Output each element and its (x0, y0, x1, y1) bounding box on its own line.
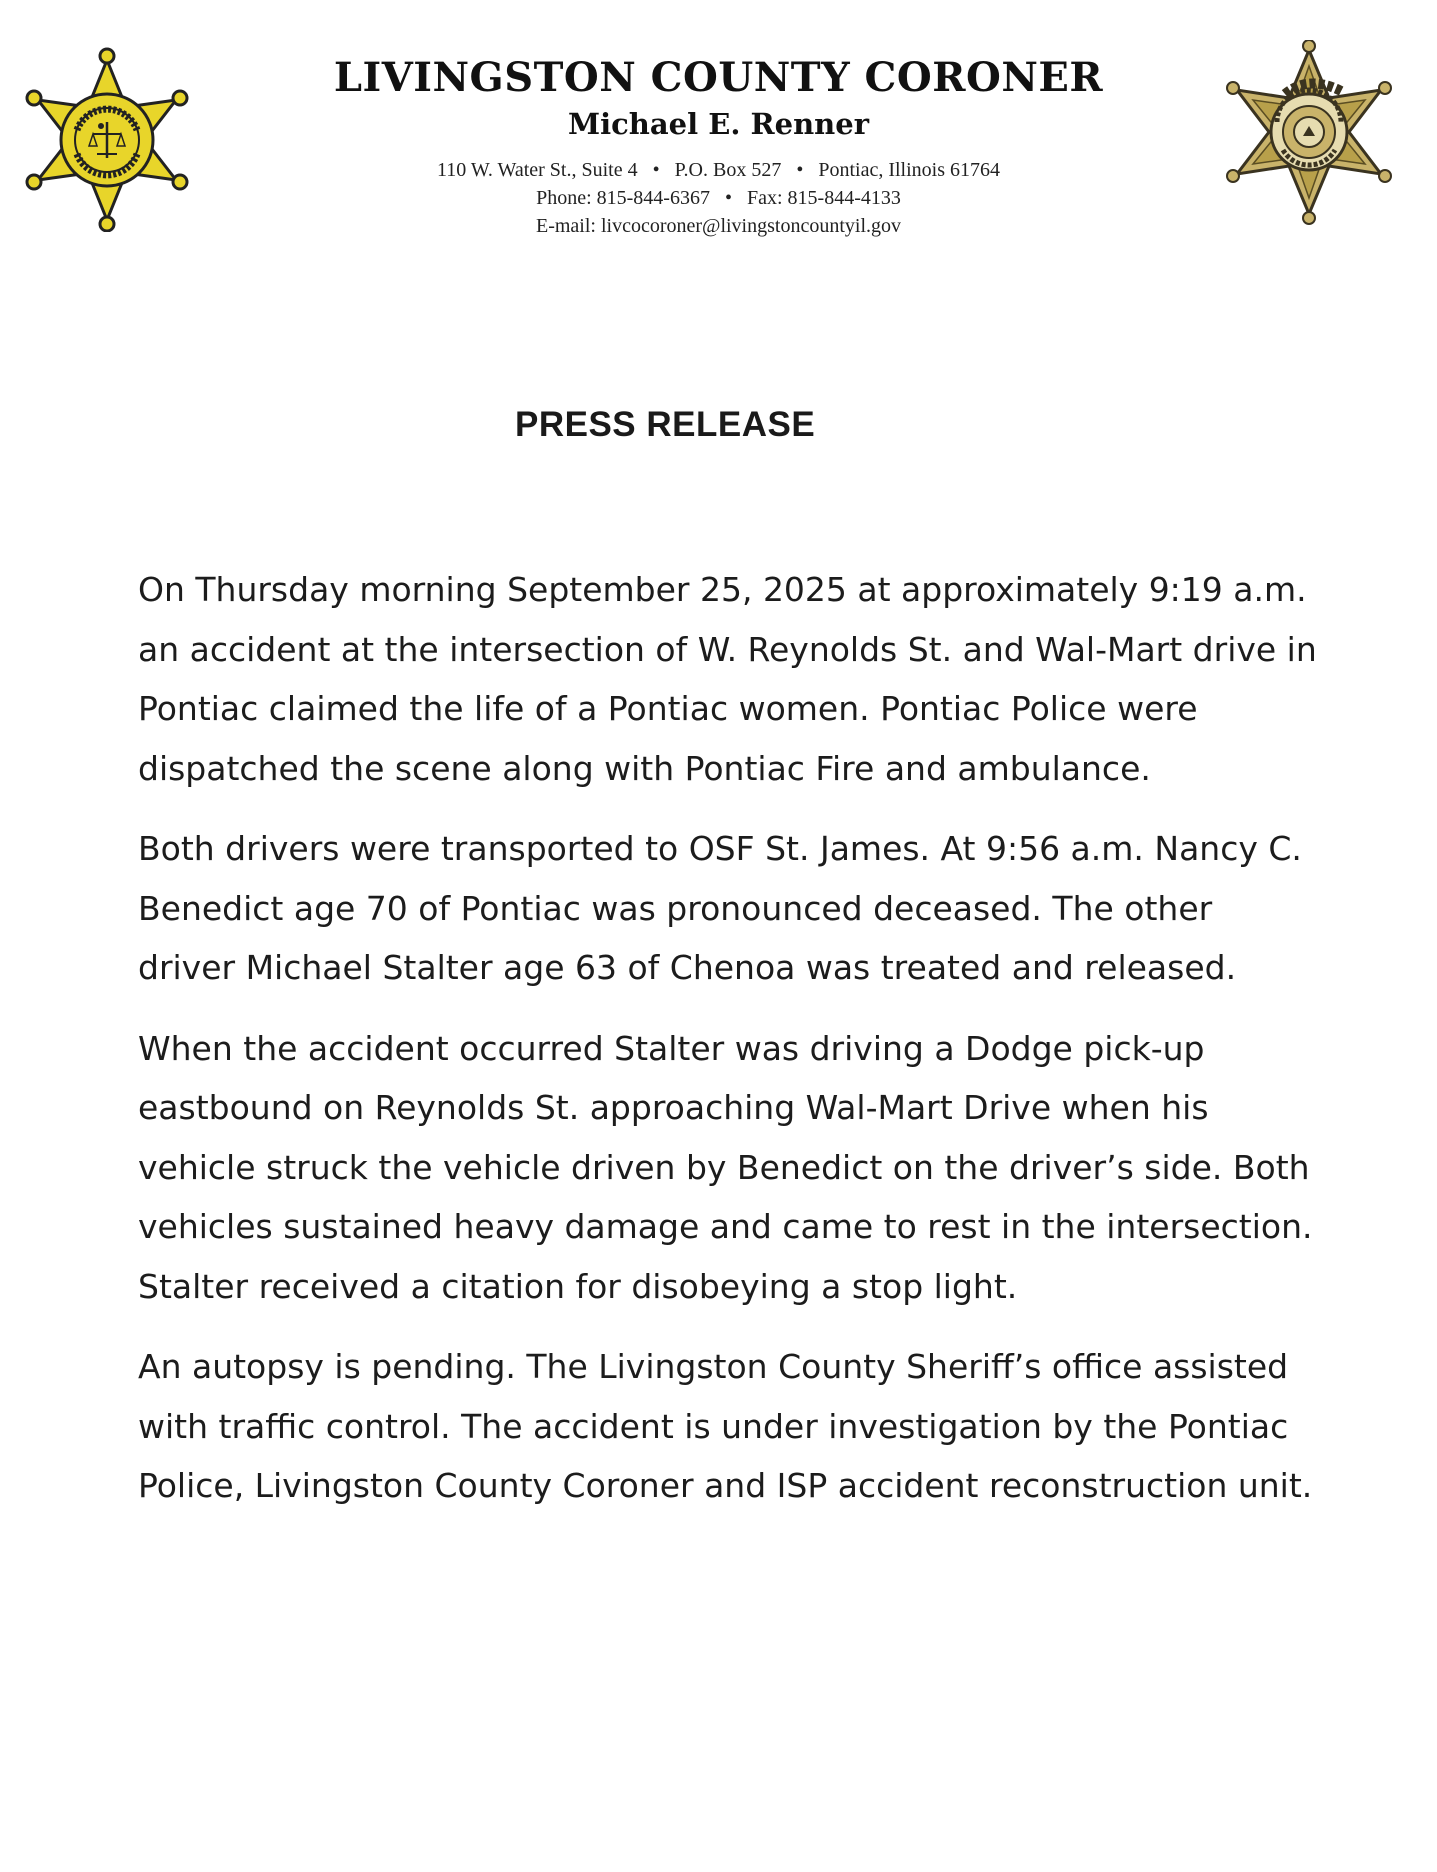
phone-number: Phone: 815-844-6367 (536, 187, 710, 209)
paragraph-accident-details: When the accident occurred Stalter was driving a Dodge pick-up eastbound on Reynolds St. approaching Wal-Mart Drive when his vehicle struck the vehicle driven by Benedict on the driver’s side. Both vehicles sustained heavy damage and came to rest in the intersection. Stalter received a citation for disobeying a stop light. (138, 1028, 1313, 1306)
email-line (260, 212, 1177, 240)
illinois-coroners-seal-icon (20, 42, 195, 232)
office-title: LIVINGSTON COUNTY CORONER (333, 54, 1104, 101)
email-address: E-mail: livcocoroner@livingstoncountyil.gov (535, 215, 902, 237)
address-po-box: P.O. Box 527 (674, 159, 782, 181)
letterhead-text (260, 52, 1177, 240)
address-line (260, 156, 1177, 184)
press-release-body (138, 560, 1318, 1537)
paragraph-accident-summary: On Thursday morning September 25, 2025 at approximately 9:19 a.m. an accident at the intersection of W. Reynolds St. and Wal-Mart drive in Pontiac claimed the life of a Pontiac women. Pontiac Police were dispatched the scene along with Pontiac Fire and ambulance. (138, 570, 1317, 788)
bullet-separator: • (724, 187, 732, 209)
address-street: 110 W. Water St., Suite 4 (436, 159, 638, 181)
press-release-heading: PRESS RELEASE (515, 405, 816, 444)
phone-fax-line (260, 184, 1177, 212)
letterhead (0, 0, 1437, 260)
officer-name: Michael E. Renner (568, 107, 869, 141)
address-city: Pontiac, Illinois 61764 (818, 159, 1001, 181)
livingston-county-coroner-badge-icon (1222, 40, 1397, 225)
paragraph-drivers-status: Both drivers were transported to OSF St. James. At 9:56 a.m. Nancy C. Benedict age 70 of Pontiac was pronounced deceased. The other driver Michael Stalter age 63 of Chenoa was treated and released. (138, 829, 1302, 987)
bullet-separator: • (652, 159, 660, 181)
bullet-separator: • (796, 159, 804, 181)
fax-number: Fax: 815-844-4133 (747, 187, 901, 209)
paragraph-investigation: An autopsy is pending. The Livingston County Sheriff’s office assisted with traffic control. The accident is under investigation by the Pontiac Police, Livingston County Coroner and ISP accident reconstruction unit. (138, 1347, 1313, 1505)
